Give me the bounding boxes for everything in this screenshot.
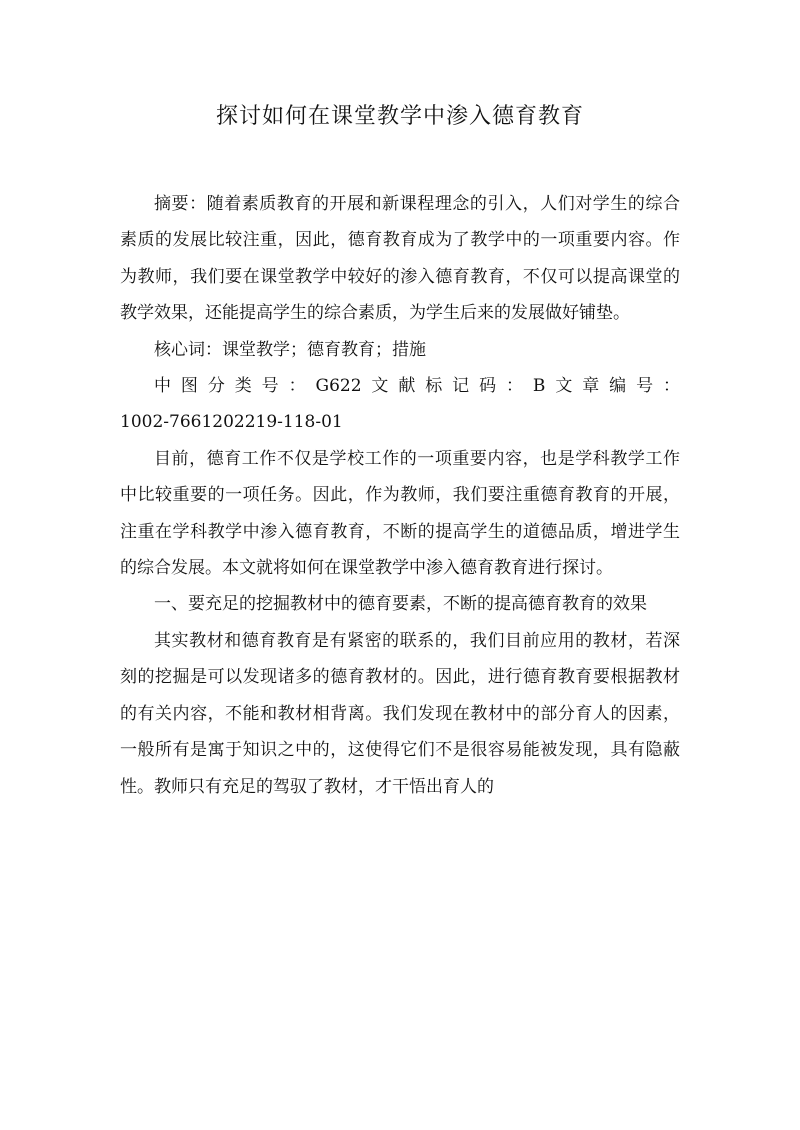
intro-paragraph: 目前，德育工作不仅是学校工作的一项重要内容，也是学科教学工作中比较重要的一项任务。因此，作为教师，我们要注重德育教育的开展，注重在学科教学中渗入德育教育，不断的提高学生的道德品质，增进学生的综合发展。本文就将如何在课堂教学中渗入德育教育进行探讨。 — [120, 448, 680, 579]
classification-line: 中图分类号：G622文献标记码：B文章编号： — [154, 376, 680, 397]
section-heading: 一、要充足的挖掘教材中的德育要素，不断的提高德育教育的效果 — [154, 594, 647, 615]
document-body — [120, 186, 680, 805]
article-number: 1002-7661202219-118-01 — [120, 412, 343, 433]
document-title: 探讨如何在课堂教学中渗入德育教育 — [215, 104, 584, 129]
keywords-paragraph: 核心词：课堂教学；德育教育；措施 — [154, 339, 426, 360]
classification-paragraph — [120, 368, 680, 441]
abstract-paragraph: 摘要：随着素质教育的开展和新课程理念的引入，人们对学生的综合素质的发展比较注重，因此，德育教育成为了教学中的一项重要内容。作为教师，我们要在课堂教学中较好的渗入德育教育，不仅可以提高课堂的教学效果，还能提高学生的综合素质，为学生后来的发展做好铺垫。 — [120, 194, 680, 324]
section-paragraph: 其实教材和德育教育是有紧密的联系的，我们目前应用的教材，若深刻的挖掘是可以发现诸多的德育教材的。因此，进行德育教育要根据教材的有关内容，不能和教材相背离。我们发现在教材中的部分育人的因素，一般所有是寓于知识之中的，这使得它们不是很容易能被发现，具有隐蔽性。教师只有充足的驾驭了教材，才干悟出育人的 — [120, 630, 680, 797]
